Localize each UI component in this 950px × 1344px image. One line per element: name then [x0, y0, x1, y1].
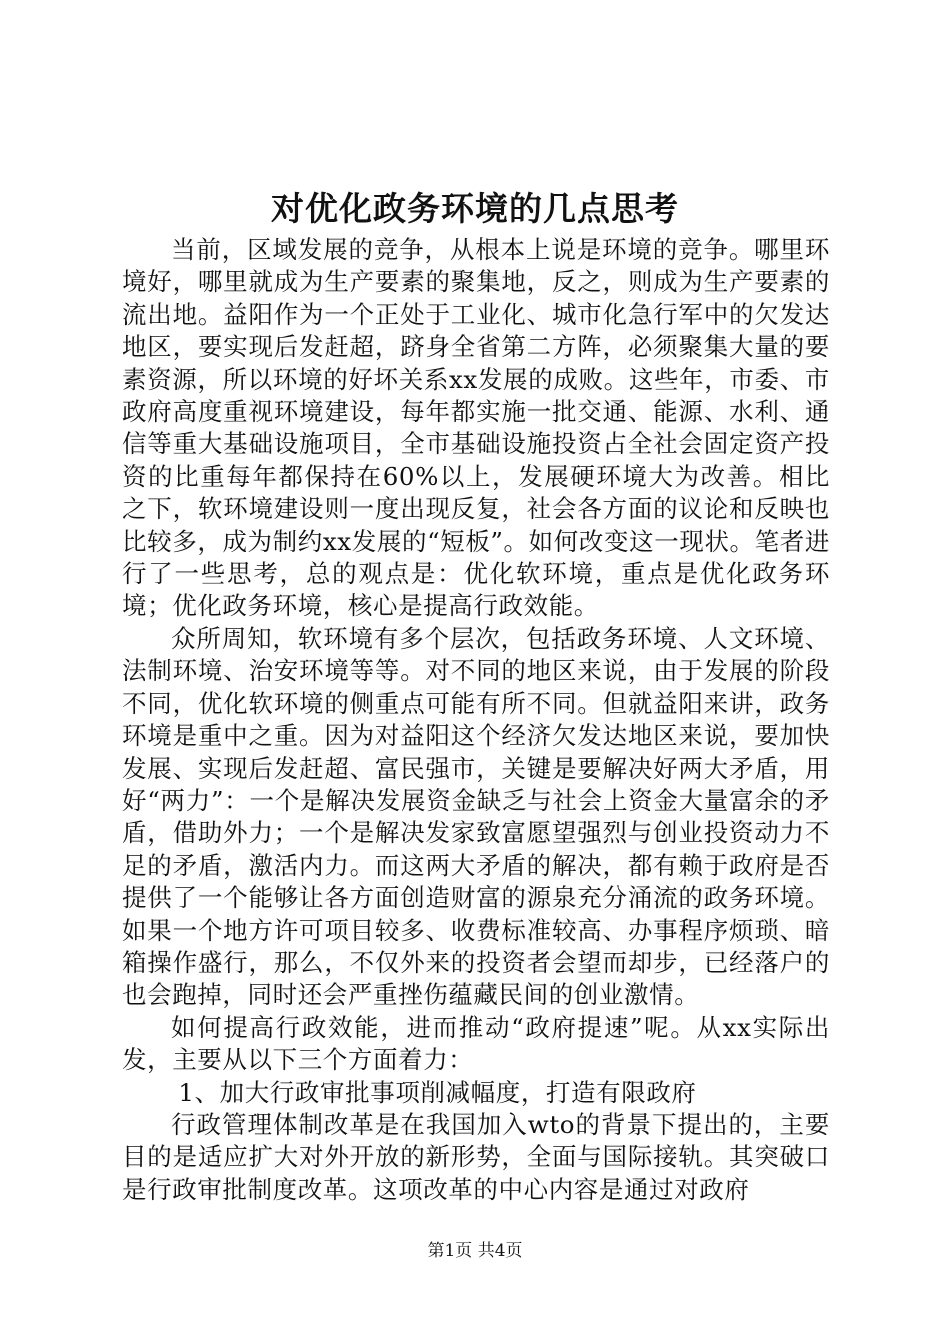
section-heading-1: 1、加大行政审批事项削减幅度，打造有限政府	[178, 1077, 697, 1107]
page-footer: 第1页 共4页	[427, 1241, 523, 1261]
paragraph-reform: 行政管理体制改革是在我国加入wto的背景下提出的，主要目的是适应扩大对外开放的新形势，全面与国际接轨。其突破口是行政审批制度改革。这项改革的中心内容是通过对政府	[122, 1109, 830, 1204]
paragraph-intro: 当前，区域发展的竞争，从根本上说是环境的竞争。哪里环境好，哪里就成为生产要素的聚集地，反之，则成为生产要素的流出地。益阳作为一个正处于工业化、城市化急行军中的欠发达地区，要实现后发赶超，跻身全省第二方阵，必须聚集大量的要素资源，所以环境的好坏关系xx发展的成败。这些年，市委、市政府高度重视环境建设，每年都实施一批交通、能源、水利、通信等重大基础设施项目，全市基础设施投资占全社会固定资产投资的比重每年都保持在60%以上，发展硬环境大为改善。相比之下，软环境建设则一度出现反复，社会各方面的议论和反映也比较多，成为制约xx发展的“短板”。如何改变这一现状。笔者进行了一些思考，总的观点是：优化软环境，重点是优化政务环境；优化政务环境，核心是提高行政效能。	[122, 235, 830, 621]
paragraph-how-to-improve: 如何提高行政效能，进而推动“政府提速”呢。从xx实际出发，主要从以下三个方面着力：	[122, 1012, 830, 1075]
paragraph-soft-environment: 众所周知，软环境有多个层次，包括政务环境、人文环境、法制环境、治安环境等等。对不同的地区来说，由于发展的阶段不同，优化软环境的侧重点可能有所不同。但就益阳来讲，政务环境是重中之重。因为对益阳这个经济欠发达地区来说，要加快发展、实现后发赶超、富民强市，关键是要解决好两大矛盾，用好“两力”：一个是解决发展资金缺乏与社会上资金大量富余的矛盾，借助外力；一个是解决发家致富愿望强烈与创业投资动力不足的矛盾，激活内力。而这两大矛盾的解决，都有赖于政府是否提供了一个能够让各方面创造财富的源泉充分涌流的政务环境。如果一个地方许可项目较多、收费标准较高、办事程序烦琐、暗箱操作盛行，那么，不仅外来的投资者会望而却步，已经落户的也会跑掉，同时还会严重挫伤蕴藏民间的创业激情。	[122, 623, 830, 1010]
document-body	[122, 234, 830, 1206]
document-title: 对优化政务环境的几点思考	[271, 189, 679, 228]
